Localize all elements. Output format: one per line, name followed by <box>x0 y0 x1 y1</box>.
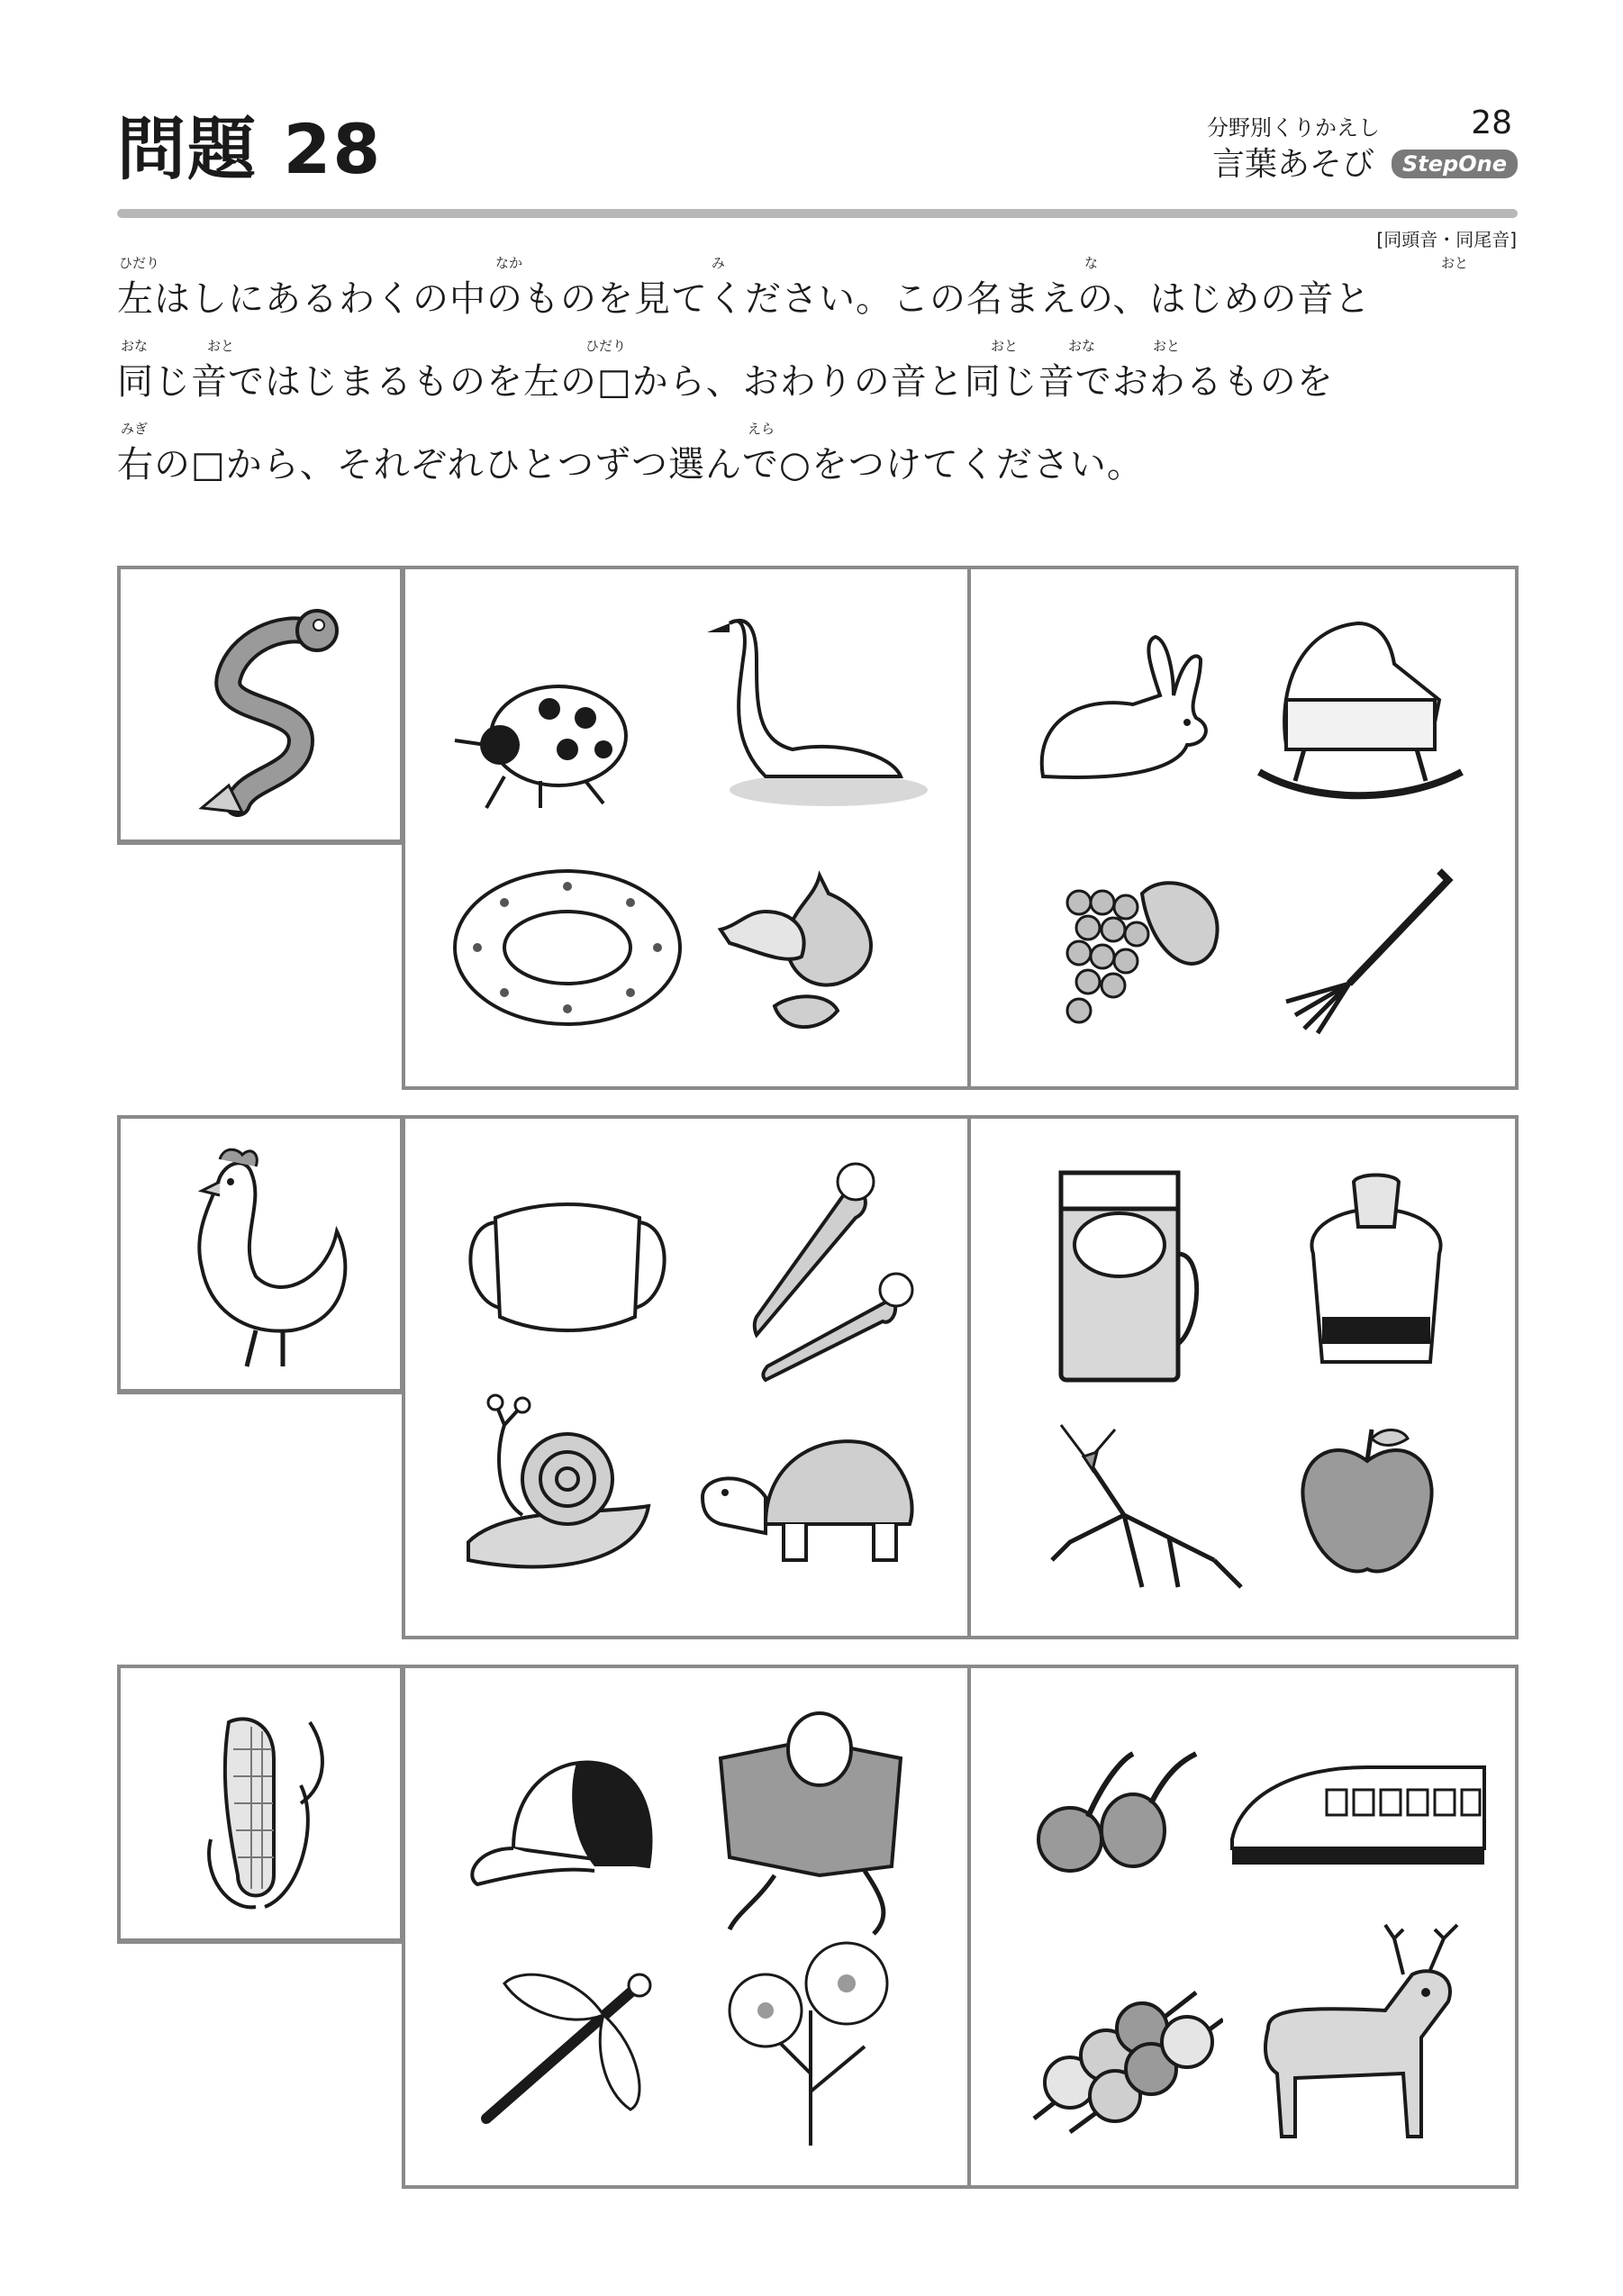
turtle-icon[interactable] <box>694 1425 928 1578</box>
target-frame-2-bottom <box>117 1391 403 1394</box>
page-title: 問題 28 <box>117 109 383 189</box>
mantis-icon[interactable] <box>1034 1407 1250 1605</box>
cosmos-icon[interactable] <box>712 1938 910 2146</box>
fork-icon[interactable] <box>1277 858 1457 1038</box>
tadpole-icon[interactable] <box>1025 1740 1205 1884</box>
stamp-icon[interactable] <box>1286 1173 1466 1380</box>
swan-icon[interactable] <box>694 605 928 812</box>
mask-icon[interactable] <box>459 1191 675 1344</box>
carrot-icon[interactable] <box>739 1155 919 1389</box>
apple-icon[interactable] <box>1295 1416 1439 1587</box>
target-frame-3 <box>117 1665 403 1942</box>
left-choices-3 <box>402 1665 971 2189</box>
eel-icon <box>175 596 355 821</box>
topic-tag: [同頭音・同尾音] <box>1376 229 1517 250</box>
ruby-8: ひだり <box>585 338 627 354</box>
target-frame-3-bottom <box>117 1940 403 1944</box>
ruby-13: えら <box>748 421 775 437</box>
target-frame-1 <box>117 566 403 843</box>
series-label: 分野別くりかえし <box>1207 115 1380 141</box>
bullet-train-icon[interactable] <box>1223 1740 1493 1884</box>
ladybug-icon[interactable] <box>450 659 648 812</box>
left-choices-1 <box>402 566 971 1090</box>
ruby-1: ひだり <box>119 255 160 271</box>
ruby-2: なか <box>495 255 523 271</box>
ruby-10: おな <box>1068 338 1096 354</box>
dragonfly-icon[interactable] <box>468 1956 666 2137</box>
instruction-line-3: 右の□から、それぞれひとつずつ選んで○をつけてください。 <box>117 444 1144 486</box>
header-info <box>1207 104 1518 183</box>
instruction-line-1: 左はしにあるわくの中のものを見てください。この名まえの、はじめの音と <box>117 278 1372 320</box>
right-choices-1 <box>967 566 1519 1090</box>
ruby-12: みぎ <box>121 421 149 437</box>
left-choices-2 <box>402 1115 971 1639</box>
ruby-5: おと <box>1441 255 1469 271</box>
dango-icon[interactable] <box>1016 1956 1223 2137</box>
ruby-3: み <box>712 255 726 271</box>
ruby-6: おな <box>121 338 149 354</box>
kite-icon[interactable] <box>703 1704 937 1938</box>
right-choices-2 <box>967 1115 1519 1639</box>
float-ring-icon[interactable] <box>450 867 685 1029</box>
page-number: 28 <box>1471 104 1512 141</box>
rabbit-icon[interactable] <box>1025 632 1223 794</box>
cap-icon[interactable] <box>459 1740 666 1902</box>
ruby-11: おと <box>1153 338 1181 354</box>
cradle-icon[interactable] <box>1241 610 1475 817</box>
washing-machine-icon[interactable] <box>1043 1164 1223 1398</box>
ruby-9: おと <box>991 338 1019 354</box>
rooster-icon <box>166 1141 364 1375</box>
snail-icon[interactable] <box>450 1389 666 1587</box>
ruby-4: な <box>1084 255 1099 271</box>
right-choices-3 <box>967 1665 1519 2189</box>
target-frame-2 <box>117 1115 403 1393</box>
target-frame-1-bottom <box>117 841 403 845</box>
deer-icon[interactable] <box>1241 1920 1475 2164</box>
step-badge: StepOne <box>1392 150 1518 178</box>
corn-icon <box>175 1695 355 1920</box>
header-rule <box>117 209 1518 218</box>
subject-label: 言葉あそび <box>1212 146 1375 183</box>
ruby-7: おと <box>207 338 235 354</box>
grapes-icon[interactable] <box>1052 858 1232 1038</box>
instruction-line-2: 同じ音ではじまるものを左の□から、おわりの音と同じ音でおわるものを <box>117 361 1334 403</box>
garlic-icon[interactable] <box>712 858 910 1038</box>
